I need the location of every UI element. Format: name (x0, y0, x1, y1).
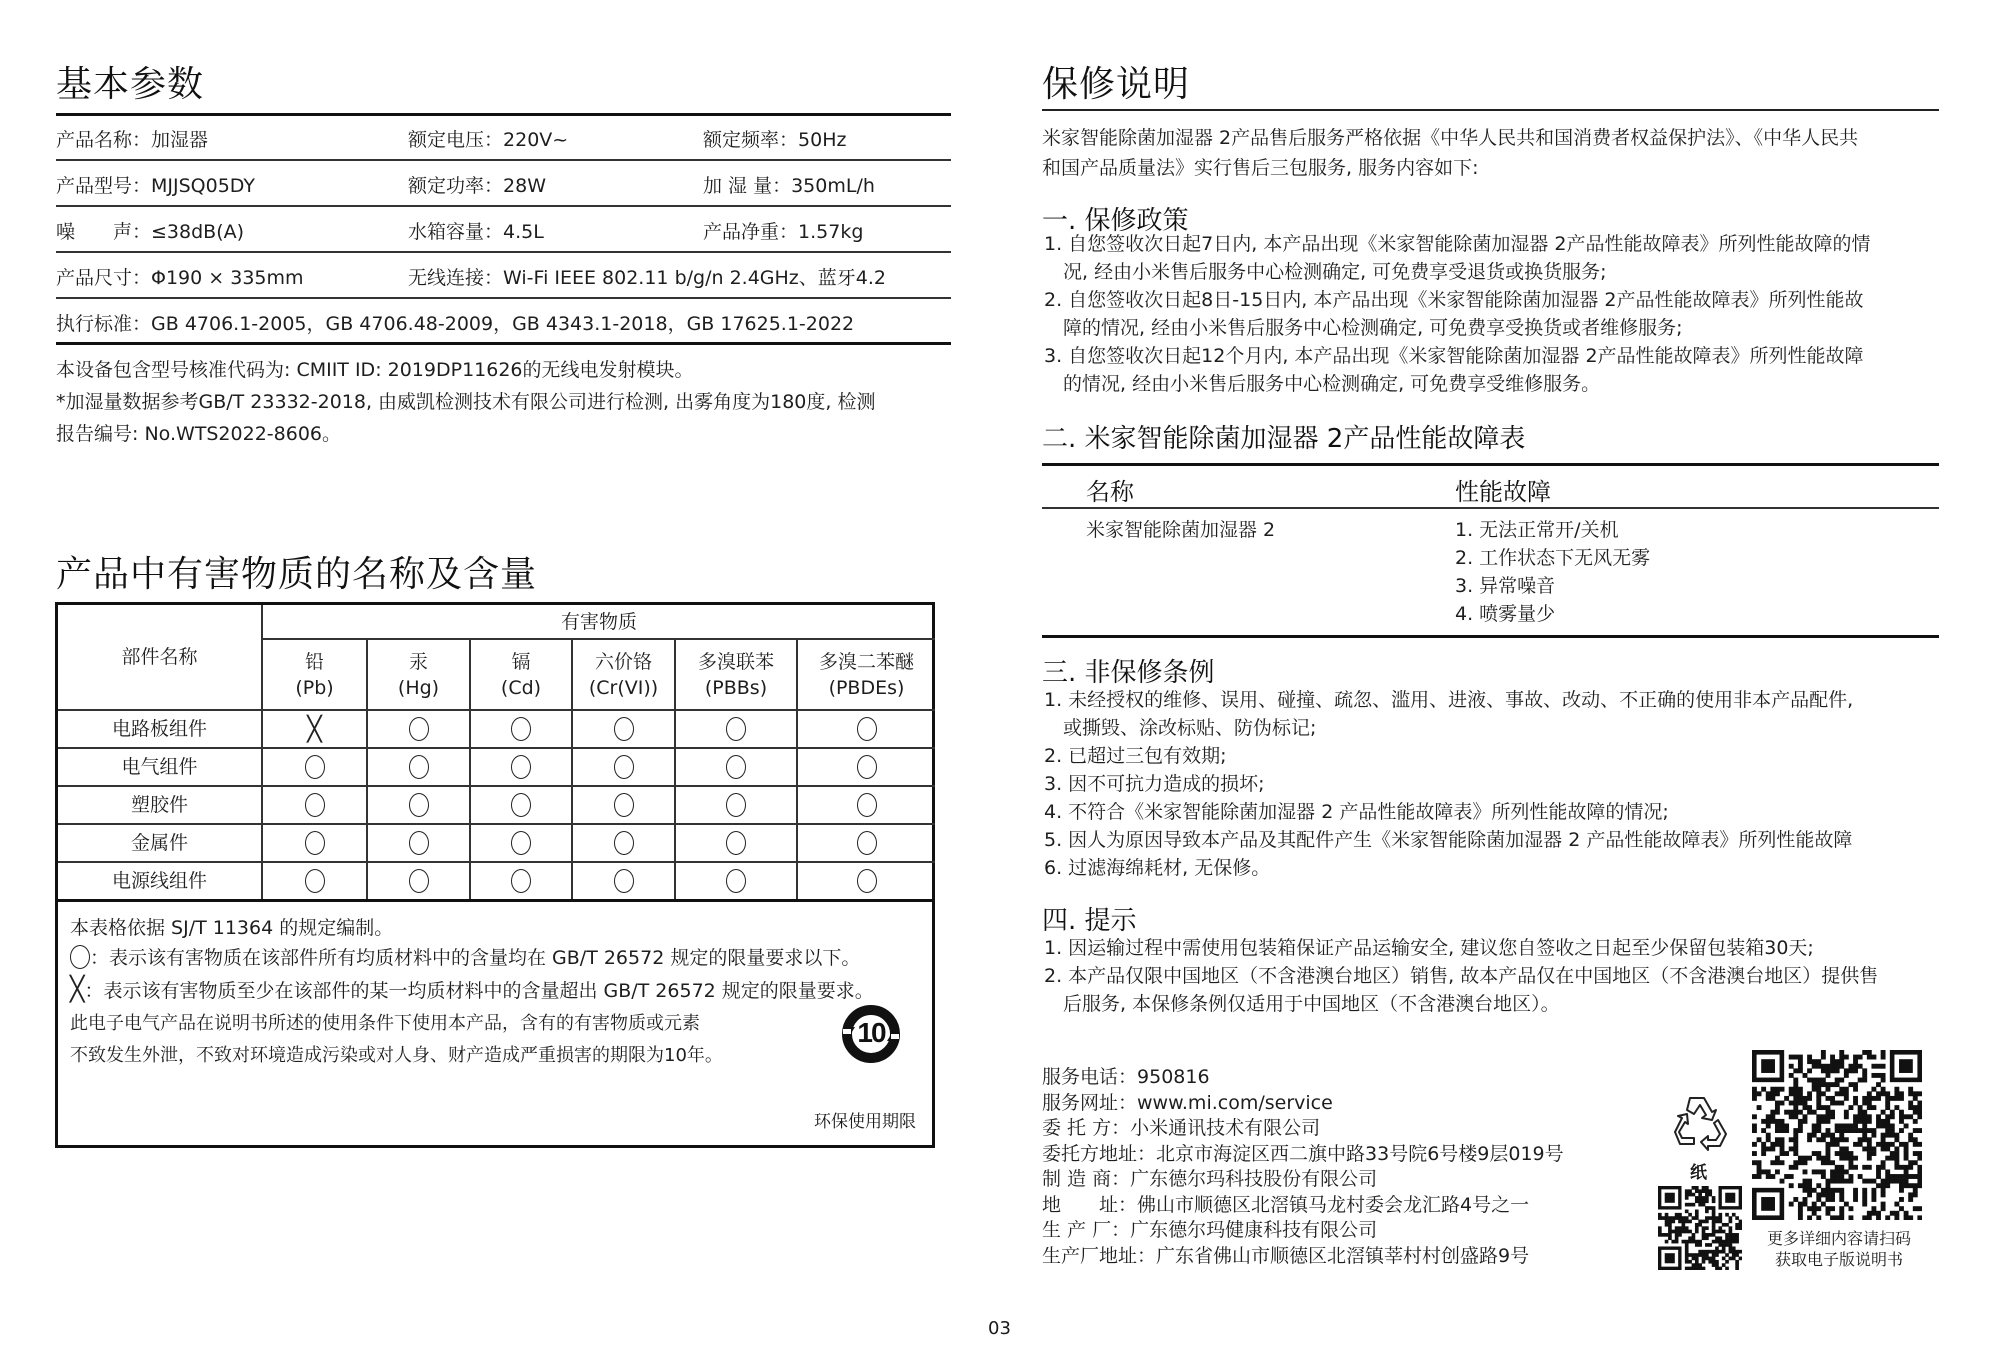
contact-label: 生 产 厂： (1042, 1219, 1131, 1241)
contact-label: 服务电话： (1042, 1066, 1138, 1088)
substance-mark-cell (368, 787, 469, 823)
circle-mark-icon (857, 869, 877, 893)
list-item: 2. 本产品仅限中国地区（不含港澳台地区）销售, 故本产品仅在中国地区（不含港澳台地区）提供售 (1044, 965, 1879, 987)
section2-title: 二. 米家智能除菌加湿器 2产品性能故障表 (1042, 424, 1526, 454)
substance-mark-cell (676, 711, 796, 747)
contact-label: 制 造 商： (1042, 1168, 1131, 1190)
substance-mark-cell (798, 711, 935, 747)
list-item: 1. 因运输过程中需使用包装箱保证产品运输安全, 建议您自签收之日起至少保留包装箱30天; (1044, 937, 1814, 959)
fault-product-name: 米家智能除菌加湿器 2 (1086, 519, 1276, 541)
circle-mark-icon (305, 831, 325, 855)
list-item: 2. 已超过三包有效期; (1044, 745, 1227, 767)
contact-value: 广东省佛山市顺德区北滘镇莘村村创盛路9号 (1156, 1244, 1530, 1267)
hazardous-group-header: 有害物质 (560, 610, 637, 633)
substance-mark-cell (676, 825, 796, 861)
divider (1042, 463, 1939, 466)
substance-mark-cell (676, 863, 796, 899)
divider (56, 205, 951, 207)
circle-mark-icon (511, 717, 531, 741)
circle-mark-icon (726, 831, 746, 855)
circle-mark-icon (726, 869, 746, 893)
divider (56, 342, 951, 345)
circle-mark-icon (726, 755, 746, 779)
small-qr-code[interactable] (1658, 1186, 1742, 1270)
divider (1042, 635, 1939, 638)
divider (56, 297, 951, 299)
substance-mark-cell (471, 787, 571, 823)
substance-mark-cell (263, 749, 366, 785)
circle-mark-icon (511, 831, 531, 855)
hazardous-table (55, 602, 935, 1148)
warranty-intro-line2: 和国产品质量法》实行售后三包服务, 服务内容如下: (1042, 157, 1479, 179)
circle-mark-icon (614, 793, 634, 817)
spec-product-name: 产品名称：加湿器 (56, 129, 209, 151)
contact-value: 广东德尔玛科技股份有限公司 (1130, 1168, 1378, 1190)
contact-value: 小米通讯技术有限公司 (1130, 1117, 1321, 1139)
substance-mark-cell (573, 749, 674, 785)
list-item: 况, 经由小米售后服务中心检测确定, 可免费享受退货或换货服务; (1044, 261, 1607, 283)
circle-mark-icon (305, 793, 325, 817)
qr-caption-line2: 获取电子版说明书 (1774, 1250, 1903, 1269)
cmiit-note: 本设备包含型号核准代码为: CMIIT ID: 2019DP11626的无线电发射模块。 (56, 359, 694, 381)
spec-model: 产品型号：MJJSQ05DY (56, 175, 256, 197)
circle-mark-icon (409, 869, 429, 893)
substance-mark-cell (471, 711, 571, 747)
contact-value[interactable]: www.mi.com/service (1137, 1091, 1333, 1114)
circle-mark-icon (70, 945, 90, 969)
contact-row (1042, 1142, 1564, 1168)
spec-rated-voltage: 额定电压：220V~ (408, 129, 569, 151)
circle-mark-icon (614, 755, 634, 779)
humidification-note: *加湿量数据参考GB/T 23332-2018, 由威凯检测技术有限公司进行检测, 出雾角度为180度, 检测 (56, 391, 876, 413)
part-name-cell: 电源线组件 (111, 870, 207, 892)
circle-mark-icon (857, 831, 877, 855)
substance-mark-cell (471, 825, 571, 861)
fault-list (1455, 516, 1650, 628)
divider (56, 113, 951, 116)
fault-col-name: 名称 (1086, 478, 1134, 506)
basic-params-title: 基本参数 (56, 64, 205, 105)
spec-rated-power: 额定功率：28W (408, 175, 546, 197)
circle-mark-icon (409, 755, 429, 779)
substance-mark-cell (573, 825, 674, 861)
contact-row (1042, 1193, 1564, 1219)
substance-mark-cell (798, 825, 935, 861)
substance-mark-cell (798, 749, 935, 785)
qr-caption-line1: 更多详细内容请扫码 (1766, 1229, 1911, 1248)
list-item: 4. 不符合《米家智能除菌加湿器 2 产品性能故障表》所列性能故障的情况; (1044, 801, 1669, 823)
epup-label: 环保使用期限 (814, 1112, 916, 1132)
paper-recycle-icon (1668, 1092, 1732, 1154)
list-item: 2. 自您签收次日起8日-15日内, 本产品出现《米家智能除菌加湿器 2产品性能故障表》所列性能故 (1044, 289, 1864, 311)
substance-mark-cell (573, 711, 674, 747)
list-item: 或撕毁、涂改标贴、防伪标记; (1044, 717, 1317, 739)
spec-standards: 执行标准：GB 4706.1-2005，GB 4706.48-2009，GB 4343.1-2018，GB 17625.1-2022 (56, 313, 855, 335)
divider (1042, 109, 1939, 111)
substance-mark-cell (573, 787, 674, 823)
substance-mark-cell (676, 749, 796, 785)
spec-noise: 噪 声：≤38dB(A) (56, 221, 245, 243)
substance-header: 铅 (Pb) (295, 650, 334, 699)
contact-row (1042, 1244, 1564, 1270)
spec-net-weight: 产品净重：1.57kg (703, 221, 864, 243)
list-item: 3. 自您签收次日起12个月内, 本产品出现《米家智能除菌加湿器 2产品性能故障表》所列性能故障 (1044, 345, 1864, 367)
list-item: 后服务, 本保修条例仅适用于中国地区（不含港澳台地区）。 (1044, 993, 1560, 1015)
circle-mark-icon (614, 869, 634, 893)
circle-mark-icon (409, 831, 429, 855)
spec-humidification: 加 湿 量：350mL/h (703, 175, 875, 197)
qr-caption (1756, 1228, 1922, 1270)
manual-qr-code[interactable] (1752, 1050, 1922, 1220)
list-item: 障的情况, 经由小米售后服务中心检测确定, 可免费享受换货或者维修服务; (1044, 317, 1683, 339)
part-name-cell: 电气组件 (121, 756, 198, 778)
part-name-header: 部件名称 (121, 646, 198, 668)
list-item: 4. 喷雾量少 (1455, 603, 1556, 625)
non-warranty-list (1044, 686, 1853, 882)
substance-mark-cell (263, 825, 366, 861)
list-item: 的情况, 经由小米售后服务中心检测确定, 可免费享受维修服务。 (1044, 373, 1601, 395)
substance-header: 多溴二苯醚 (PBDEs) (818, 650, 914, 699)
substance-mark-cell (798, 787, 935, 823)
list-item: 5. 因人为原因导致本产品及其配件产生《米家智能除菌加湿器 2 产品性能故障表》所列性能故障 (1044, 829, 1853, 851)
warranty-policy-list (1044, 230, 1870, 398)
period-note-line2: 不致发生外泄，不致对环境造成污染或对人身、财产造成严重损害的期限为10年。 (70, 1045, 723, 1066)
substance-mark-cell (471, 863, 571, 899)
contact-value: 广东德尔玛健康科技有限公司 (1130, 1219, 1378, 1241)
circle-mark-icon (614, 831, 634, 855)
contact-label: 委托方地址： (1042, 1142, 1157, 1165)
part-name-cell: 金属件 (130, 832, 188, 854)
divider (1042, 507, 1939, 509)
substance-mark-cell (471, 749, 571, 785)
section1-title: 一. 保修政策 (1042, 206, 1189, 236)
part-name-cell: 塑胶件 (130, 794, 188, 816)
contact-value: 950816 (1137, 1066, 1210, 1088)
report-number-note: 报告编号: No.WTS2022-8606。 (56, 423, 342, 445)
divider (56, 251, 951, 253)
cross-mark-icon: ╳ (307, 715, 322, 743)
period-note-line1: 此电子电气产品在说明书所述的使用条件下使用本产品，含有的有害物质或元素 (70, 1013, 700, 1034)
substance-mark-cell (263, 711, 366, 747)
contact-row (1042, 1091, 1564, 1117)
circle-mark-icon (305, 755, 325, 779)
substance-mark-cell (368, 863, 469, 899)
spec-rated-frequency: 额定频率：50Hz (703, 129, 847, 151)
substance-header: 汞 (Hg) (397, 650, 440, 699)
circle-mark-icon (857, 793, 877, 817)
circle-mark-icon (726, 717, 746, 741)
contact-row (1042, 1167, 1564, 1193)
contact-label: 委 托 方： (1042, 1117, 1131, 1139)
list-item: 1. 未经授权的维修、误用、碰撞、疏忽、滥用、进液、事故、改动、不正确的使用非本产品配件, (1044, 689, 1854, 711)
circle-mark-icon (726, 793, 746, 817)
spec-tank-capacity: 水箱容量：4.5L (408, 221, 544, 243)
section3-title: 三. 非保修条例 (1042, 658, 1215, 688)
contact-value: 北京市海淀区西二旗中路33号院6号楼9层019号 (1156, 1142, 1564, 1165)
circle-mark-icon (614, 717, 634, 741)
recycle-label: 纸 (1690, 1163, 1707, 1183)
page-number: 03 (988, 1318, 1011, 1339)
warranty-intro-line1: 米家智能除菌加湿器 2产品售后服务严格依据《中华人民共和国消费者权益保护法》、《中华人民共 (1042, 127, 1859, 149)
warranty-title: 保修说明 (1042, 64, 1191, 105)
substance-header: 多溴联苯 (PBBs) (697, 650, 774, 699)
circle-mark-icon (305, 869, 325, 893)
part-name-cell: 电路板组件 (111, 718, 207, 740)
table-basis-note: 本表格依据 SJ/T 11364 的规定编制。 (70, 917, 394, 939)
circle-mark-icon (409, 793, 429, 817)
circle-mark-icon (511, 869, 531, 893)
substance-header: 镉 (Cd) (500, 650, 542, 699)
substance-mark-cell (368, 749, 469, 785)
contact-label: 生产厂地址： (1042, 1244, 1157, 1267)
circle-mark-icon (409, 717, 429, 741)
list-item: 3. 因不可抗力造成的损坏; (1044, 773, 1265, 795)
section4-title: 四. 提示 (1042, 906, 1137, 936)
circle-mark-icon (857, 755, 877, 779)
list-item: 1. 无法正常开/关机 (1455, 519, 1619, 541)
epup-10-year-icon: 10 (840, 1003, 902, 1065)
substance-mark-cell (798, 863, 935, 899)
substance-mark-cell (368, 711, 469, 747)
substance-mark-cell (263, 863, 366, 899)
circle-mark-icon (511, 793, 531, 817)
circle-mark-icon (511, 755, 531, 779)
list-item: 3. 异常噪音 (1455, 575, 1556, 597)
substance-mark-cell (573, 863, 674, 899)
list-item: 6. 过滤海绵耗材, 无保修。 (1044, 857, 1271, 879)
spec-dimensions: 产品尺寸：Φ190 × 335mm (56, 267, 304, 289)
substance-header: 六价铬 (Cr(VI)) (588, 650, 659, 699)
circle-mark-icon (857, 717, 877, 741)
tips-list (1044, 934, 1878, 1018)
contact-row (1042, 1065, 1564, 1091)
list-item: 2. 工作状态下无风无雾 (1455, 547, 1651, 569)
cross-mark-icon: ╳ (70, 975, 85, 1003)
o-legend: ：表示该有害物质在该部件所有均质材料中的含量均在 GB/T 26572 规定的限量要求以下。 (70, 943, 860, 970)
contact-value: 佛山市顺德区北滘镇马龙村委会龙汇路4号之一 (1137, 1193, 1530, 1216)
contact-row (1042, 1218, 1564, 1244)
substance-mark-cell (368, 825, 469, 861)
spec-wireless: 无线连接：Wi-Fi IEEE 802.11 b/g/n 2.4GHz、蓝牙4.2 (408, 267, 886, 289)
list-item: 1. 自您签收次日起7日内, 本产品出现《米家智能除菌加湿器 2产品性能故障表》所列性能故障的情 (1044, 233, 1871, 255)
divider (58, 899, 935, 902)
contact-row (1042, 1116, 1564, 1142)
x-legend: ╳：表示该有害物质至少在该部件的某一均质材料中的含量超出 GB/T 26572 规定的限量要求。 (70, 975, 874, 1003)
contact-info (1042, 1065, 1564, 1269)
substance-mark-cell (676, 787, 796, 823)
fault-col-fault: 性能故障 (1455, 478, 1551, 506)
contact-label: 地 址： (1042, 1193, 1138, 1216)
substance-mark-cell (263, 787, 366, 823)
divider (56, 159, 951, 161)
contact-label: 服务网址： (1042, 1091, 1138, 1114)
hazardous-title: 产品中有害物质的名称及含量 (56, 554, 538, 595)
